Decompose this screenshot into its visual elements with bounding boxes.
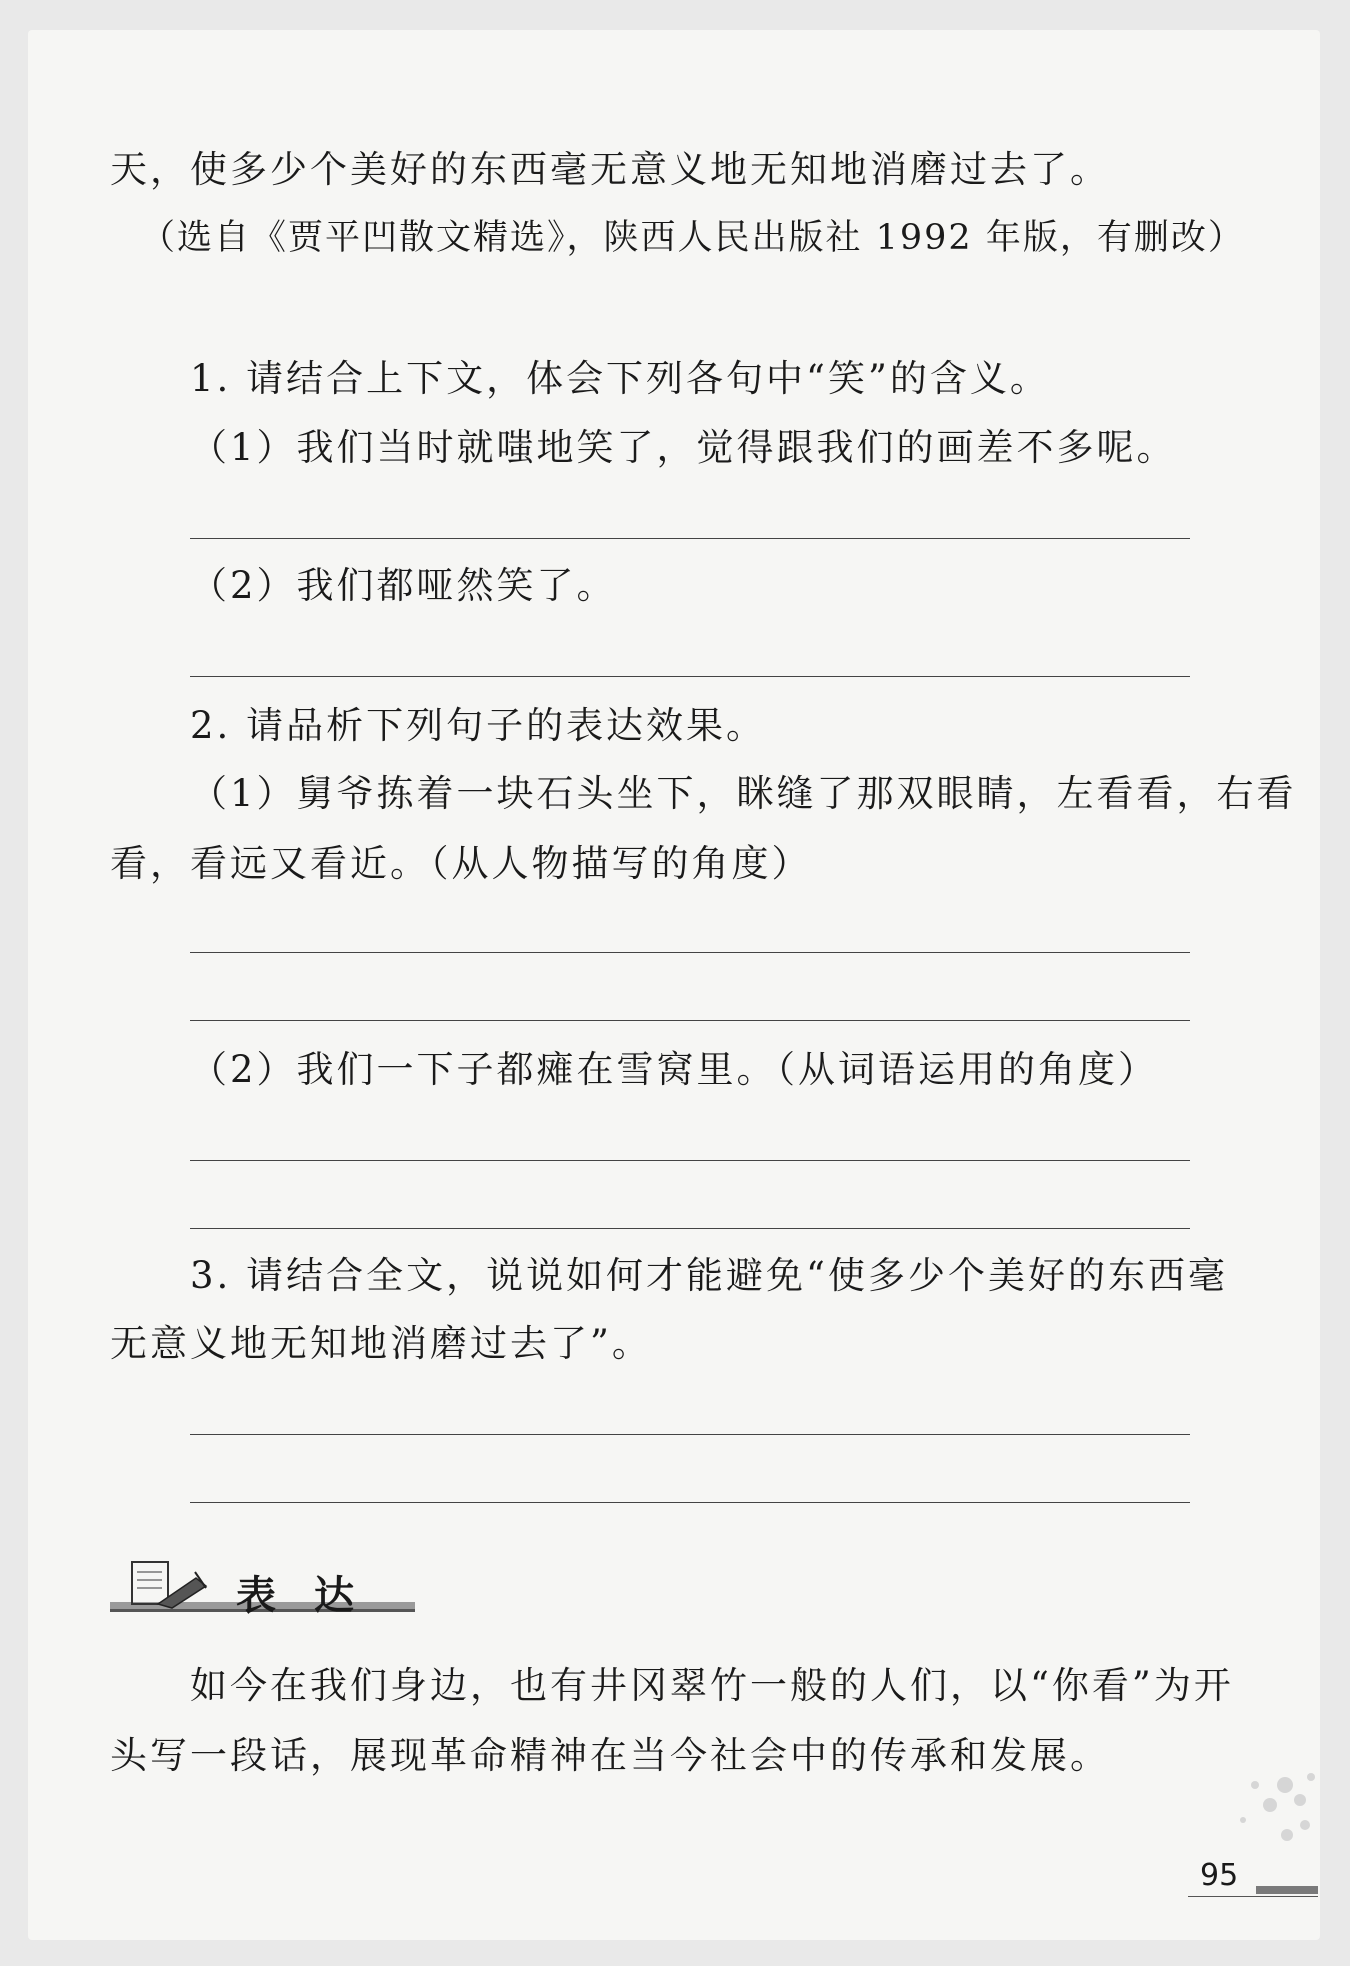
expression-prompt-line-1: 如今在我们身边，也有井冈翠竹一般的人们，以“你看”为开	[190, 1664, 1234, 1707]
question-2-sentence-1-line-2: 看，看远又看近。（从人物描写的角度）	[110, 842, 812, 885]
question-1-sentence-2: （2）我们都哑然笑了。	[190, 564, 617, 607]
workbook-page	[28, 30, 1320, 1940]
decorative-blossom-icon	[1215, 1765, 1320, 1860]
question-2-prompt: 2. 请品析下列句子的表达效果。	[190, 704, 767, 747]
question-3-line-1: 3. 请结合全文，说说如何才能避免“使多少个美好的东西毫	[190, 1254, 1228, 1297]
answer-line[interactable]	[190, 952, 1190, 953]
question-3-line-2: 无意义地无知地消磨过去了”。	[110, 1322, 652, 1365]
expression-prompt-line-2: 头写一段话，展现革命精神在当今社会中的传承和发展。	[110, 1734, 1110, 1777]
answer-line[interactable]	[190, 676, 1190, 677]
answer-line[interactable]	[190, 1434, 1190, 1435]
answer-line[interactable]	[190, 1020, 1190, 1021]
page-number: 95	[1200, 1858, 1239, 1893]
answer-line[interactable]	[190, 1502, 1190, 1503]
question-2-sentence-1-line-1: （1）舅爷拣着一块石头坐下，眯缝了那双眼睛，左看看，右看	[190, 772, 1297, 815]
passage-last-line: 天，使多少个美好的东西毫无意义地无知地消磨过去了。	[110, 148, 1110, 191]
answer-line[interactable]	[190, 1228, 1190, 1229]
section-title: 表达	[236, 1573, 392, 1619]
answer-line[interactable]	[190, 1160, 1190, 1161]
question-1-prompt: 1. 请结合上下文，体会下列各句中“笑”的含义。	[190, 357, 1050, 400]
page-number-bar	[1256, 1886, 1318, 1894]
answer-line[interactable]	[190, 538, 1190, 539]
question-1-sentence-1: （1）我们当时就嗤地笑了，觉得跟我们的画差不多呢。	[190, 426, 1177, 469]
question-2-sentence-2: （2）我们一下子都瘫在雪窝里。（从词语运用的角度）	[190, 1048, 1159, 1091]
expression-section-header	[110, 1558, 420, 1618]
page-number-underline	[1188, 1896, 1318, 1897]
passage-source: （选自《贾平凹散文精选》，陕西人民出版社 1992 年版，有删改）	[140, 218, 1245, 258]
